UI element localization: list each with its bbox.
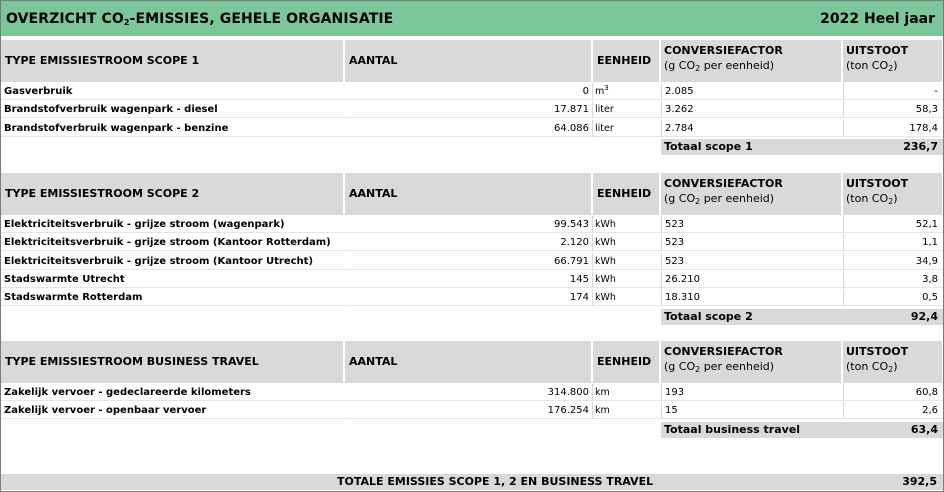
column-header-conversiefactor [661,173,841,215]
uit-unit-pre: (ton CO [846,360,889,373]
row-name: Stadswarmte Rotterdam [1,289,344,306]
column-header-eenheid [593,341,659,383]
row-amount: 2.120 [345,234,593,251]
row-conversion-factor: 15 [661,402,843,419]
report-title: OVERZICHT $CO_2$-EMISSIES, GEHELE ORGANISATIE [6,11,394,27]
section-total-value: 236,7 [903,139,938,153]
table-row [0,216,944,233]
column-label-conversiefactor [664,43,783,73]
column-header-uitstoot [843,341,942,383]
column-header-aantal [345,40,591,82]
table-row [0,384,944,401]
grand-total-label: TOTALE EMISSIES SCOPE 1, 2 EN BUSINESS TRAVEL [337,475,654,488]
row-amount: 314.800 [345,384,593,401]
section-total-label: Totaal scope 2 [664,309,753,323]
row-emission: - [843,83,943,100]
table-row [0,83,944,100]
row-unit [593,271,661,288]
conv-unit-pre: (g CO [664,192,696,205]
row-unit-text: km [595,387,610,398]
section-header-type [1,40,343,82]
grand-total-bar [1,474,943,490]
section-header-label: TYPE EMISSIESTROOM SCOPE 1 [5,54,200,67]
conversiefactor-title: CONVERSIEFACTOR [664,345,783,358]
row-emission: 178,4 [843,120,943,137]
row-unit [593,384,661,401]
uit-unit-post: ) [893,360,898,373]
row-emission: 3,8 [843,271,943,288]
column-label-aantal: AANTAL [349,355,398,368]
table-row [0,253,944,270]
column-label-uitstoot [846,43,908,73]
section-total [661,139,943,155]
section-total [661,309,943,325]
section-total-label: Totaal scope 1 [664,139,753,153]
row-conversion-factor: 3.262 [661,101,843,118]
column-label-eenheid: EENHEID [597,187,652,200]
uit-unit-pre: (ton CO [846,192,889,205]
column-label-aantal: AANTAL [349,54,398,67]
section-total [661,422,943,438]
row-emission: 60,8 [843,384,943,401]
row-conversion-factor: 2.784 [661,120,843,137]
column-header-conversiefactor [661,40,841,82]
row-amount: 176.254 [345,402,593,419]
conv-unit-sub: 2 [695,197,701,206]
row-emission: 34,9 [843,253,943,270]
section-header-type [1,173,343,215]
row-unit-text: liter [595,122,614,134]
row-unit-text: kWh [595,219,616,230]
section-header-type [1,341,343,383]
column-header-eenheid [593,173,659,215]
table-row [0,120,944,137]
uitstoot-title: UITSTOOT [846,44,909,57]
uitstoot-title: UITSTOOT [846,177,909,190]
column-label-conversiefactor [664,176,783,206]
row-unit-text: m [595,86,605,97]
table-row [0,101,944,118]
conv-unit-sub: 2 [695,365,701,374]
row-unit [593,101,661,118]
row-unit [593,402,661,419]
column-header-conversiefactor [661,341,841,383]
row-unit-text: kWh [595,237,616,249]
row-unit-text: kWh [595,255,616,267]
row-amount: 99.543 [345,216,593,233]
column-label-eenheid: EENHEID [597,355,652,368]
conv-unit-sub: 2 [695,64,701,73]
row-emission: 1,1 [843,234,943,251]
section-header-label: TYPE EMISSIESTROOM SCOPE 2 [5,187,200,200]
row-amount: 17.871 [345,101,593,118]
column-header-eenheid [593,40,659,82]
table-row [0,289,944,306]
row-unit-text: kWh [595,273,616,285]
row-unit-text: liter [595,104,614,116]
row-unit-sup: 3 [604,84,609,92]
row-conversion-factor: 193 [661,384,843,401]
uitstoot-unit [846,360,898,373]
uitstoot-unit [846,192,898,205]
row-unit [593,289,661,306]
uit-unit-pre: (ton CO [846,59,889,72]
row-unit [593,253,661,270]
conv-unit-post: per eenheid) [700,59,775,72]
row-unit [593,234,661,251]
uit-unit-sub: 2 [888,197,894,206]
uit-unit-sub: 2 [888,64,894,73]
row-name: Elektriciteitsverbruik - grijze stroom (Kantoor Utrecht) [1,253,344,270]
column-header-aantal [345,173,591,215]
column-label-aantal: AANTAL [349,187,398,200]
column-label-uitstoot [846,176,908,206]
row-name: Gasverbruik [1,83,344,100]
section-header-label: TYPE EMISSIESTROOM BUSINESS TRAVEL [5,355,259,368]
row-emission: 0,5 [843,289,943,306]
conv-unit-post: per eenheid) [700,360,775,373]
column-header-aantal [345,341,591,383]
conversiefactor-title: CONVERSIEFACTOR [664,44,783,57]
conv-unit-pre: (g CO [664,360,696,373]
conv-unit-post: per eenheid) [700,192,775,205]
column-header-uitstoot [843,173,942,215]
row-conversion-factor: 2.085 [661,83,843,100]
section-total-value: 92,4 [910,309,938,323]
uitstoot-title: UITSTOOT [846,345,909,358]
column-label-conversiefactor [664,344,783,374]
conversiefactor-title: CONVERSIEFACTOR [664,177,783,190]
uit-unit-sub: 2 [888,365,894,374]
row-unit-text: km [595,405,610,417]
uit-unit-post: ) [893,192,898,205]
row-amount: 64.086 [345,120,593,137]
row-conversion-factor: 18.310 [661,289,843,306]
row-amount: 145 [345,271,593,288]
report-period: 2022 Heel jaar [820,11,935,27]
conversiefactor-unit [664,59,774,72]
row-emission: 52,1 [843,216,943,233]
row-amount: 66.791 [345,253,593,270]
table-row [0,234,944,251]
row-name: Zakelijk vervoer - gedeclareerde kilometers [1,384,344,401]
column-label-uitstoot [846,344,908,374]
row-emission: 2,6 [843,402,943,419]
row-conversion-factor: 523 [661,234,843,251]
row-name: Elektriciteitsverbruik - grijze stroom (Kantoor Rotterdam) [1,234,344,251]
conversiefactor-unit [664,360,774,373]
table-row [0,271,944,288]
uitstoot-unit [846,59,898,72]
row-amount: 0 [345,83,593,100]
row-name: Stadswarmte Utrecht [1,271,344,288]
row-conversion-factor: 523 [661,216,843,233]
row-unit [593,120,661,137]
row-conversion-factor: 26.210 [661,271,843,288]
column-label-eenheid: EENHEID [597,54,652,67]
row-unit [593,83,661,100]
conversiefactor-unit [664,192,774,205]
row-name: Brandstofverbruik wagenpark - diesel [1,101,344,118]
table-row [0,402,944,419]
conv-unit-pre: (g CO [664,59,696,72]
row-name: Elektriciteitsverbruik - grijze stroom (wagenpark) [1,216,344,233]
section-total-label: Totaal business travel [664,422,801,436]
row-unit-text: kWh [595,292,616,304]
row-name: Zakelijk vervoer - openbaar vervoer [1,402,344,419]
row-amount: 174 [345,289,593,306]
grand-total-value: 392,5 [902,475,937,488]
row-unit [593,216,661,233]
row-emission: 58,3 [843,101,943,118]
section-total-value: 63,4 [910,422,938,436]
column-header-uitstoot [843,40,942,82]
title-bar [1,1,943,36]
row-name: Brandstofverbruik wagenpark - benzine [1,120,344,137]
uit-unit-post: ) [893,59,898,72]
row-conversion-factor: 523 [661,253,843,270]
